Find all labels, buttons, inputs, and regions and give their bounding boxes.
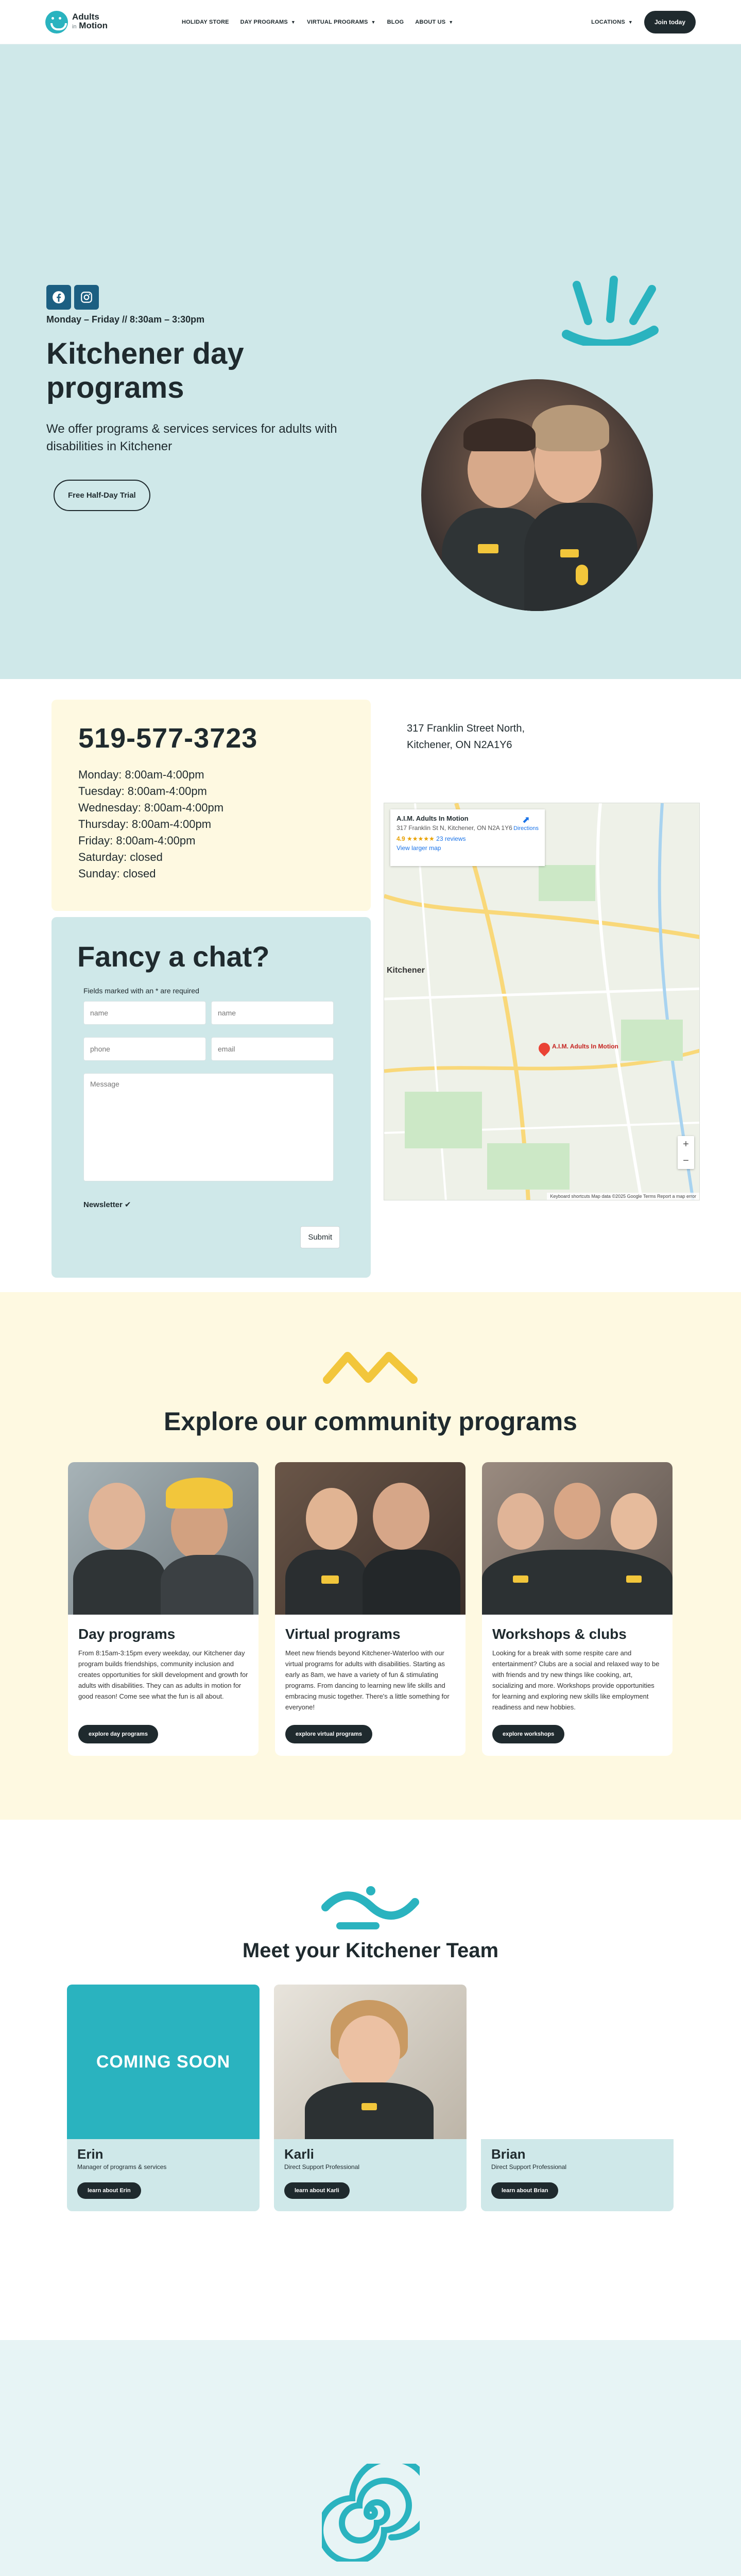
- team-card-brian: [481, 1985, 674, 2211]
- program-title: Virtual programs: [285, 1626, 401, 1642]
- shirt: [363, 1550, 460, 1615]
- learn-about-brian-button[interactable]: learn about Brian: [491, 2182, 558, 2199]
- shirt-logo: [478, 544, 498, 553]
- team-member-role: Direct Support Professional: [491, 2163, 567, 2171]
- site-header: [0, 0, 741, 44]
- nav-label: DAY PROGRAMS: [240, 19, 288, 25]
- person-face: [338, 2015, 400, 2088]
- team-card-info: [481, 2139, 674, 2211]
- directions-icon: ⬈: [522, 815, 530, 825]
- program-title: Workshops & clubs: [492, 1626, 627, 1642]
- hours-item: Saturday: closed: [78, 851, 163, 863]
- hours-item: Wednesday: 8:00am-4:00pm: [78, 801, 224, 814]
- hero-section: [0, 44, 741, 679]
- coming-soon-placeholder: COMING SOON: [67, 1985, 260, 2139]
- nav-label: LOCATIONS: [591, 19, 625, 25]
- logo[interactable]: [45, 11, 108, 33]
- address-line: Kitchener, ON N2A1Y6: [407, 739, 512, 751]
- programs-section: [0, 1292, 741, 1820]
- team-member-name: Karli: [284, 2146, 314, 2162]
- nav-label: BLOG: [387, 19, 404, 25]
- shirt-logo: [626, 1575, 642, 1583]
- map-place-address: 317 Franklin St N, Kitchener, ON N2A 1Y6: [397, 824, 512, 832]
- nav-label: HOLIDAY STORE: [182, 19, 229, 25]
- pricing-section: [0, 2340, 741, 2576]
- person-hair: [532, 405, 609, 451]
- nav-label: VIRTUAL PROGRAMS: [307, 19, 368, 25]
- team-member-photo: [274, 1985, 467, 2139]
- shirt: [524, 503, 637, 611]
- program-photo: [482, 1462, 673, 1615]
- logo-text: [72, 12, 108, 31]
- person-face: [497, 1493, 544, 1550]
- chevron-down-icon: ▼: [290, 19, 296, 25]
- person-hat: [166, 1478, 233, 1509]
- form-title: Fancy a chat?: [77, 940, 270, 973]
- learn-about-erin-button[interactable]: learn about Erin: [77, 2182, 141, 2199]
- logo-line-1: Adults: [72, 12, 99, 22]
- team-member-role: Direct Support Professional: [284, 2163, 360, 2171]
- person-face: [554, 1483, 600, 1539]
- instagram-icon[interactable]: [74, 285, 99, 310]
- facebook-icon[interactable]: [46, 285, 71, 310]
- free-trial-button[interactable]: Free Half-Day Trial: [54, 480, 150, 511]
- map-place-name: A.I.M. Adults In Motion: [397, 815, 469, 822]
- shirt-logo: [576, 565, 588, 585]
- last-name-input[interactable]: [211, 1001, 334, 1025]
- person-hair: [463, 418, 536, 451]
- team-member-name: Erin: [77, 2146, 104, 2162]
- main-nav: [182, 19, 453, 25]
- map-place-card: [390, 809, 545, 866]
- map-city-label: Kitchener: [387, 966, 425, 975]
- message-textarea[interactable]: [83, 1073, 334, 1181]
- wave-icon: [319, 1882, 422, 1933]
- shirt: [73, 1550, 166, 1615]
- hours-item: Tuesday: 8:00am-4:00pm: [78, 785, 207, 798]
- hours-item: Thursday: 8:00am-4:00pm: [78, 818, 212, 831]
- google-map[interactable]: [384, 803, 700, 1200]
- zoom-out-button[interactable]: −: [683, 1155, 689, 1166]
- shirt-logo: [513, 1575, 528, 1583]
- checkmark-icon: ✔: [124, 1200, 131, 1209]
- newsletter-checkbox[interactable]: [83, 1200, 345, 1209]
- explore-virtual-programs-button[interactable]: explore virtual programs: [285, 1725, 372, 1743]
- learn-about-karli-button[interactable]: learn about Karli: [284, 2182, 350, 2199]
- hero-photo-image: [421, 379, 653, 611]
- zigzag-icon: [322, 1349, 420, 1385]
- map-pin-label: A.I.M. Adults In Motion: [552, 1043, 618, 1050]
- program-card-virtual: [275, 1462, 466, 1756]
- team-card-erin: [67, 1985, 260, 2211]
- phone-card: [51, 700, 371, 911]
- nav-about-us[interactable]: [415, 19, 453, 25]
- team-card-karli: [274, 1985, 467, 2211]
- logo-line-2: in: [72, 24, 77, 30]
- sun-rays-icon: [556, 274, 664, 346]
- contact-row: [83, 1037, 345, 1061]
- explore-day-programs-button[interactable]: explore day programs: [78, 1725, 158, 1743]
- nav-locations[interactable]: [591, 19, 633, 25]
- programs-title: Explore our community programs: [164, 1407, 577, 1436]
- newsletter-label: Newsletter: [83, 1200, 123, 1209]
- smile-logo-icon: [45, 11, 68, 33]
- directions-button[interactable]: [513, 815, 539, 832]
- person-face: [306, 1488, 357, 1550]
- map-zoom-controls: [678, 1136, 694, 1169]
- view-larger-map-link[interactable]: View larger map: [397, 844, 441, 852]
- team-member-name: Brian: [491, 2146, 526, 2162]
- program-card-workshops: [482, 1462, 673, 1756]
- email-input[interactable]: [211, 1037, 334, 1061]
- shirt-logo: [361, 2103, 377, 2110]
- shirt-logo: [321, 1575, 339, 1584]
- team-title: Meet your Kitchener Team: [242, 1939, 499, 1962]
- header-actions: [591, 11, 696, 33]
- program-title: Day programs: [78, 1626, 176, 1642]
- hours-item: Friday: 8:00am-4:00pm: [78, 834, 196, 847]
- program-card-day: [68, 1462, 259, 1756]
- team-section: [0, 1820, 741, 2340]
- program-photo: [68, 1462, 259, 1615]
- directions-label: Directions: [513, 825, 539, 832]
- nav-day-programs[interactable]: [240, 19, 296, 25]
- explore-workshops-button[interactable]: explore workshops: [492, 1725, 564, 1743]
- chevron-down-icon: ▼: [628, 19, 633, 25]
- rating-value: 4.9: [397, 835, 405, 842]
- shirt: [161, 1555, 253, 1615]
- shirt-logo: [560, 549, 579, 557]
- nav-blog[interactable]: [387, 19, 404, 25]
- hero-subtitle: We offer programs & services services for adults with disabilities in Kitchener: [46, 422, 337, 453]
- shirt: [305, 2082, 434, 2139]
- person-face: [373, 1483, 429, 1550]
- submit-button[interactable]: Submit: [300, 1226, 340, 1248]
- program-description: Looking for a break with some respite care and entertainment? Clubs are a social and relaxed way to be with friends and try new things like cooking, art, socializing and more. Workshops provide opportunities for learning and exploring new skills like employment readiness and new hobbies.: [492, 1649, 660, 1711]
- spiral-icon: [322, 2464, 420, 2562]
- program-description: From 8:15am-3:15pm every weekday, our Kitchener day program builds friendships, community inclusion and creates opportunities for skill development and growth for adults with disabilities. They can as adults in motion for good reason! Come see what the fun is all about.: [78, 1649, 248, 1700]
- nav-virtual-programs[interactable]: [307, 19, 376, 25]
- hero-photo: [421, 379, 653, 611]
- join-today-button[interactable]: Join today: [644, 11, 696, 33]
- logo-line-3: Motion: [79, 21, 108, 30]
- person-face: [611, 1493, 657, 1550]
- hero-hours: Monday – Friday // 8:30am – 3:30pm: [46, 314, 205, 325]
- nav-holiday-store[interactable]: [182, 19, 229, 25]
- address-line: 317 Franklin Street North,: [407, 723, 525, 734]
- contact-section: [0, 679, 741, 1292]
- name-row: [83, 1001, 345, 1025]
- zoom-in-button[interactable]: +: [683, 1138, 689, 1150]
- chevron-down-icon: ▼: [371, 19, 376, 25]
- hours-list: [78, 767, 344, 882]
- person-face: [89, 1483, 145, 1550]
- first-name-input[interactable]: [83, 1001, 206, 1025]
- program-photo: [275, 1462, 466, 1615]
- nav-label: ABOUT US: [415, 19, 446, 25]
- required-note: Fields marked with an * are required: [83, 987, 199, 995]
- map-attribution: Keyboard shortcuts Map data ©2025 Google Terms Report a map error: [547, 1193, 699, 1200]
- hours-item: Monday: 8:00am-4:00pm: [78, 768, 204, 781]
- contact-form: [51, 917, 371, 1278]
- phone-number[interactable]: 519-577-3723: [78, 723, 258, 754]
- hours-item: Sunday: closed: [78, 867, 156, 880]
- reviews-link[interactable]: 23 reviews: [436, 835, 466, 842]
- team-member-role: Manager of programs & services: [77, 2163, 167, 2171]
- address: [407, 720, 525, 753]
- chevron-down-icon: ▼: [449, 19, 454, 25]
- map-rating: 4.9 ★★★★★ 23 reviews: [397, 835, 466, 842]
- program-description: Meet new friends beyond Kitchener-Waterloo with our virtual programs for adults with disabilities. Starting as early as 8am, we have a variety of fun & stimulating programs. From dancing to learning new life skills and embracing music together. There's a little something for everyone!: [285, 1649, 450, 1711]
- page-title: Kitchener day programs: [46, 337, 244, 404]
- shirt: [482, 1550, 673, 1615]
- phone-input[interactable]: [83, 1037, 206, 1061]
- social-links: [46, 285, 99, 310]
